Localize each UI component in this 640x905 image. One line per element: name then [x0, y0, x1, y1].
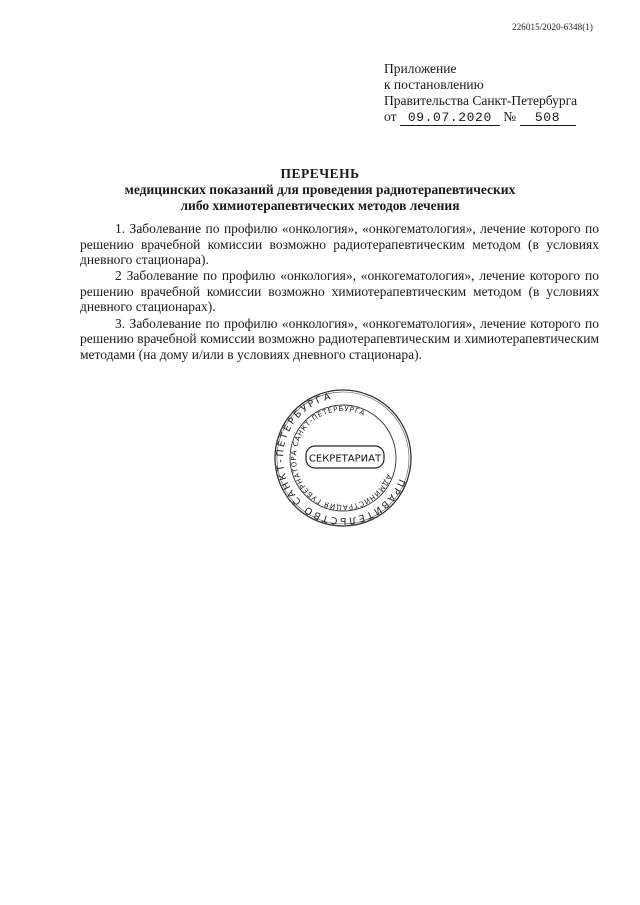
title-subtitle-line-1: медицинских показаний для проведения радиотерапевтических: [124, 182, 516, 197]
appendix-line-2: к постановлению: [384, 77, 484, 92]
stamp-inner-text: АДМИНИСТРАЦИЯ ГУБЕРНАТОРА САНКТ-ПЕТЕРБУРГА: [289, 404, 393, 512]
official-seal-stamp: [268, 388, 418, 528]
decree-date: 09.07.2020: [400, 111, 500, 126]
decree-number: 508: [520, 111, 576, 126]
list-item-1: 1. Заболевание по профилю «онкология», «онкогематология», лечение которого по решению врачебной комиссии возможно радиотерапевтическим методом (в условиях дневного стационара).: [80, 221, 599, 268]
list-item-2: 2 Заболевание по профилю «онкология», «онкогематология», лечение которого по решению врачебной комиссии возможно химиотерапевтическим методом (в условиях дневного стационарах).: [80, 268, 599, 315]
list-item-3: 3. Заболевание по профилю «онкология», «онкогематология», лечение которого по решению врачебной комиссии возможно радиотерапевтическим и химиотерапевтическим методами (на дому и/или в условиях дневного стационара).: [80, 315, 599, 362]
document-title: [0, 166, 640, 214]
appendix-date-number-line: [384, 109, 577, 126]
number-label: №: [503, 109, 517, 124]
title-heading: ПЕРЕЧЕНЬ: [280, 166, 360, 181]
appendix-line-1: Приложение: [384, 61, 457, 76]
document-body: [80, 221, 599, 363]
stamp-outer-text: ПРАВИТЕЛЬСТВО САНКТ-ПЕТЕРБУРГА: [274, 390, 407, 527]
document-id: 226015/2020-6348(1): [512, 22, 593, 32]
stamp-center-text: СЕКРЕТАРИАТ: [308, 453, 382, 465]
from-label: от: [384, 109, 397, 124]
appendix-line-3: Правительства Санкт-Петербурга: [384, 93, 578, 108]
appendix-block: [384, 61, 577, 126]
title-subtitle-line-2: либо химиотерапевтических методов лечения: [180, 198, 460, 213]
